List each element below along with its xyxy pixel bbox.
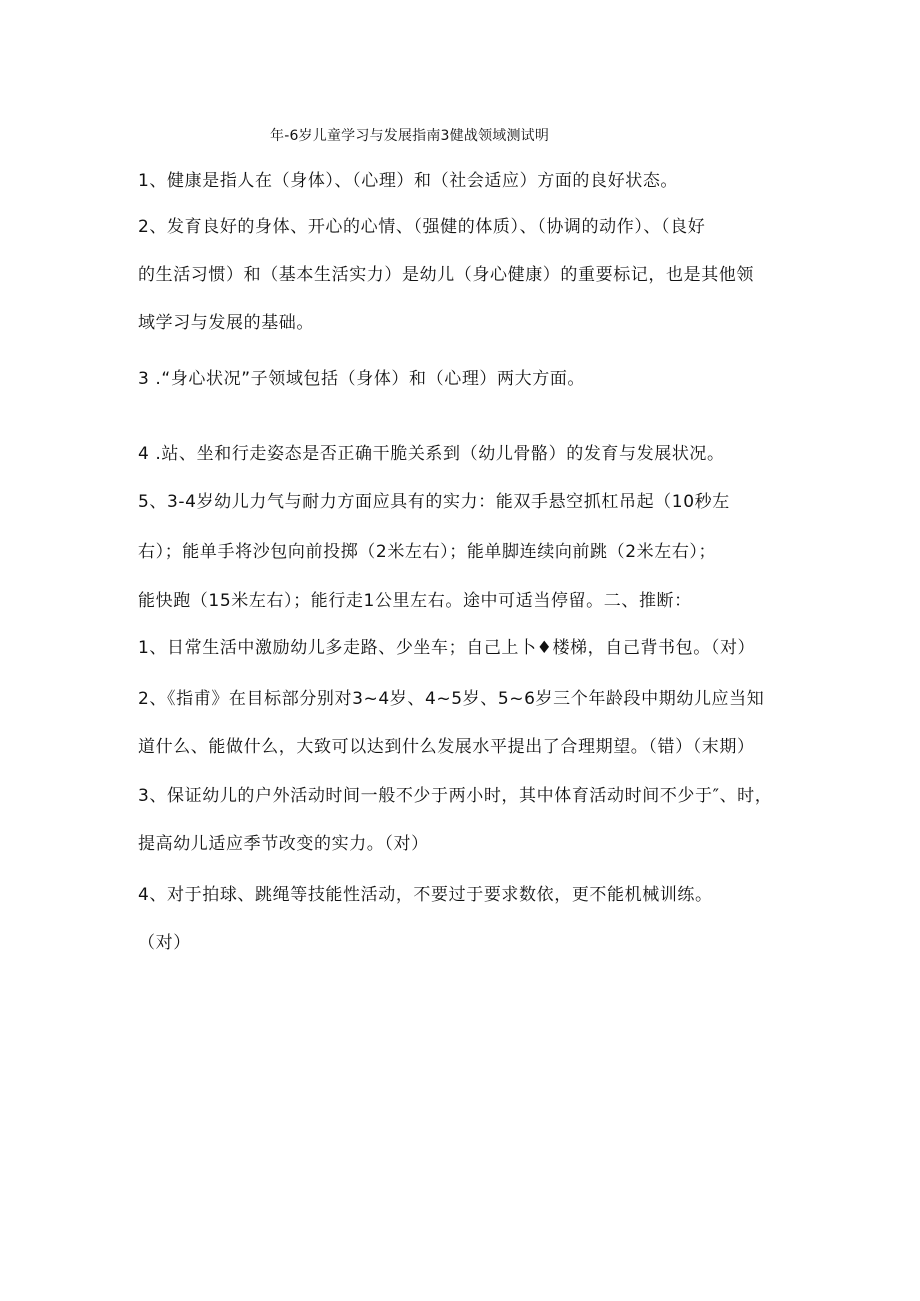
text-line-6: 4 .站、坐和行走姿态是否正确干脆关系到（幼儿骨骼）的发育与发展状况。	[138, 444, 725, 464]
document-title: 年-6岁儿童学习与发展指南3健战领域测试明	[270, 128, 550, 144]
text-line-9: 能快跑（15米左右）；能行走1公里左右。途中可适当停留。二、推断：	[138, 591, 692, 611]
text-line-12: 道什么、能做什么，大致可以达到什么发展水平提出了合理期望。（错）（末期）	[138, 737, 755, 757]
text-line-8: 右）；能单手将沙包向前投掷（2米左右）；能单脚连续向前跳（2米左右）；	[138, 542, 717, 562]
text-line-2: 2、发育良好的身体、开心的心情、（强健的体质）、（协调的动作）、（良好	[138, 217, 706, 237]
text-line-15: 4、对于拍球、跳绳等技能性活动，不要过于要求数依，更不能机械训练。	[138, 885, 713, 905]
text-line-13: 3、保证幼儿的户外活动时间一般不少于两小时，其中体育活动时间不少于″、时，	[138, 786, 773, 806]
text-line-10: 1、日常生活中激励幼儿多走路、少坐车；自己上卜♦楼梯，自己背书包。（对）	[138, 638, 756, 658]
text-line-11: 2、《指甫》在目标部分别对3~4岁、4~5岁、5~6岁三个年龄段中期幼儿应当知	[138, 689, 765, 709]
text-line-4: 域学习与发展的基础。	[138, 313, 314, 333]
text-line-14: 提高幼儿适应季节改变的实力。（对）	[138, 834, 429, 854]
text-line-3: 的生活习惯）和（基本生活实力）是幼儿（身心健康）的重要标记，也是其他领	[138, 265, 754, 285]
text-line-7: 5、3-4岁幼儿力气与耐力方面应具有的实力：能双手悬空抓杠吊起（10秒左	[138, 492, 730, 512]
text-line-5: 3 .“身心状况”子领域包括（身体）和（心理）两大方面。	[138, 369, 586, 389]
text-line-16: （对）	[138, 933, 191, 953]
text-line-1: 1、健康是指人在（身体）、（心理）和（社会适应）方面的良好状态。	[138, 171, 679, 191]
